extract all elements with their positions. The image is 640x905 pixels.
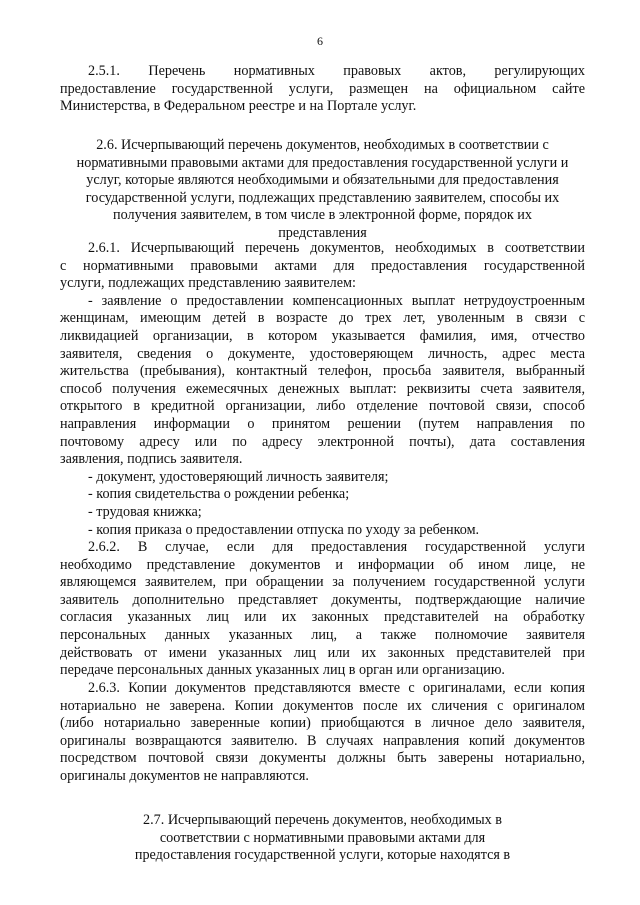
text-line: ликвидацией организации, в котором указывается фамилия, имя, отчество bbox=[60, 327, 585, 344]
text-line: 2.6.1. Исчерпывающий перечень документов, необходимых в соответствии bbox=[88, 240, 585, 256]
text-line: нотариально не заверена. Копии документов после их сличения с оригиналом bbox=[60, 697, 585, 714]
text-line: (либо нотариально заверенные копии) приобщаются в личное дело заявителя, bbox=[60, 715, 585, 732]
text-line: предоставление государственной услуги, размещен на официальном сайте bbox=[60, 80, 585, 97]
text-line: заявитель дополнительно представляет документы, подтверждающие наличие bbox=[60, 591, 585, 608]
text-line: передаче персональных данных указанных лиц в орган или организацию. bbox=[60, 662, 505, 679]
page-number: 6 bbox=[317, 34, 323, 48]
list-item: - трудовая книжка; bbox=[88, 503, 202, 520]
list-item: - копия свидетельства о рождении ребенка; bbox=[88, 486, 350, 503]
text-line: заявления, подпись заявителя. bbox=[60, 451, 243, 468]
section-2-6-2 bbox=[60, 539, 585, 680]
text-line: направления информации о принятом решении (путем направления по bbox=[60, 415, 585, 432]
text-line: женщинам, имеющим детей в возрасте до трех лет, уволенным в связи с bbox=[60, 310, 585, 327]
list-item: - заявление о предоставлении компенсационных выплат нетрудоустроенным bbox=[88, 292, 585, 309]
text-line: 2.6.3. Копии документов представляются вместе с оригиналами, если копия bbox=[88, 680, 585, 696]
text-line: способ получения ежемесячных денежных выплат: реквизиты счета заявителя, bbox=[60, 380, 585, 397]
text-line: оригиналы документов не направляются. bbox=[60, 767, 309, 784]
text-line: необходимо представление документов и информации об ином лице, не bbox=[60, 556, 585, 573]
text-line: открытого в кредитной организации, либо отделение почтовой связи, способ bbox=[60, 398, 585, 415]
text-line: являющемся заявителем, при обращении за получением государственной услуги bbox=[60, 574, 585, 591]
text-line: заявителя, сведения о документе, удостоверяющем личность, адрес места bbox=[60, 345, 585, 362]
heading-line: нормативными правовыми актами для предоставления государственной услуги и bbox=[76, 154, 569, 171]
list-item: - документ, удостоверяющий личность заявителя; bbox=[88, 468, 389, 485]
heading-2-6 bbox=[60, 137, 585, 243]
section-2-6-1 bbox=[60, 240, 585, 539]
text-line: 2.5.1. Перечень нормативных правовых актов, регулирующих bbox=[88, 63, 585, 79]
heading-line: соответствии с нормативными правовыми актами для bbox=[159, 829, 486, 846]
text-line: посредством почтовой связи документы должны быть заверены нотариально, bbox=[60, 750, 585, 767]
text-line: 2.6.2. В случае, если для предоставления государственной услуги bbox=[88, 539, 585, 555]
heading-line: предоставления государственной услуги, которые находятся в bbox=[134, 847, 511, 864]
heading-2-7 bbox=[60, 812, 585, 865]
text-line: оригиналы возвращаются заявителю. В случаях направления копий документов bbox=[60, 732, 585, 749]
section-2-6-3 bbox=[60, 680, 585, 786]
text-line: почтовому адресу или по адресу электронной почты), дата составления bbox=[60, 433, 585, 450]
text-line: согласия указанных лиц или их законных представителей на обработку bbox=[60, 609, 585, 626]
heading-line: 2.7. Исчерпывающий перечень документов, необходимых в bbox=[142, 812, 502, 828]
text-line: с нормативными правовыми актами для предоставления государственной bbox=[60, 257, 585, 274]
heading-line: услуг, которые являются необходимыми и обязательными для предоставления bbox=[86, 172, 559, 189]
text-line: жительства (пребывания), контактный телефон, просьба заявителя, выбранный bbox=[60, 363, 585, 380]
heading-line: представления bbox=[278, 224, 367, 241]
section-2-5-1 bbox=[60, 63, 585, 116]
list-item: - копия приказа о предоставлении отпуска по уходу за ребенком. bbox=[88, 521, 480, 538]
heading-line: государственной услуги, подлежащих представлению заявителем, способы их bbox=[85, 189, 560, 206]
text-line: услуги, подлежащих представлению заявителем: bbox=[60, 275, 356, 292]
heading-line: получения заявителем, в том числе в электронной форме, порядок их bbox=[112, 207, 532, 224]
text-line: Министерства, в Федеральном реестре и на Портале услуг. bbox=[60, 98, 417, 115]
text-line: действовать от имени указанных лиц или их законных представителей при bbox=[60, 644, 585, 661]
heading-line: 2.6. Исчерпывающий перечень документов, необходимых в соответствии с bbox=[96, 137, 549, 153]
text-line: персональных данных указанных лиц, а также полномочие заявителя bbox=[60, 626, 585, 643]
